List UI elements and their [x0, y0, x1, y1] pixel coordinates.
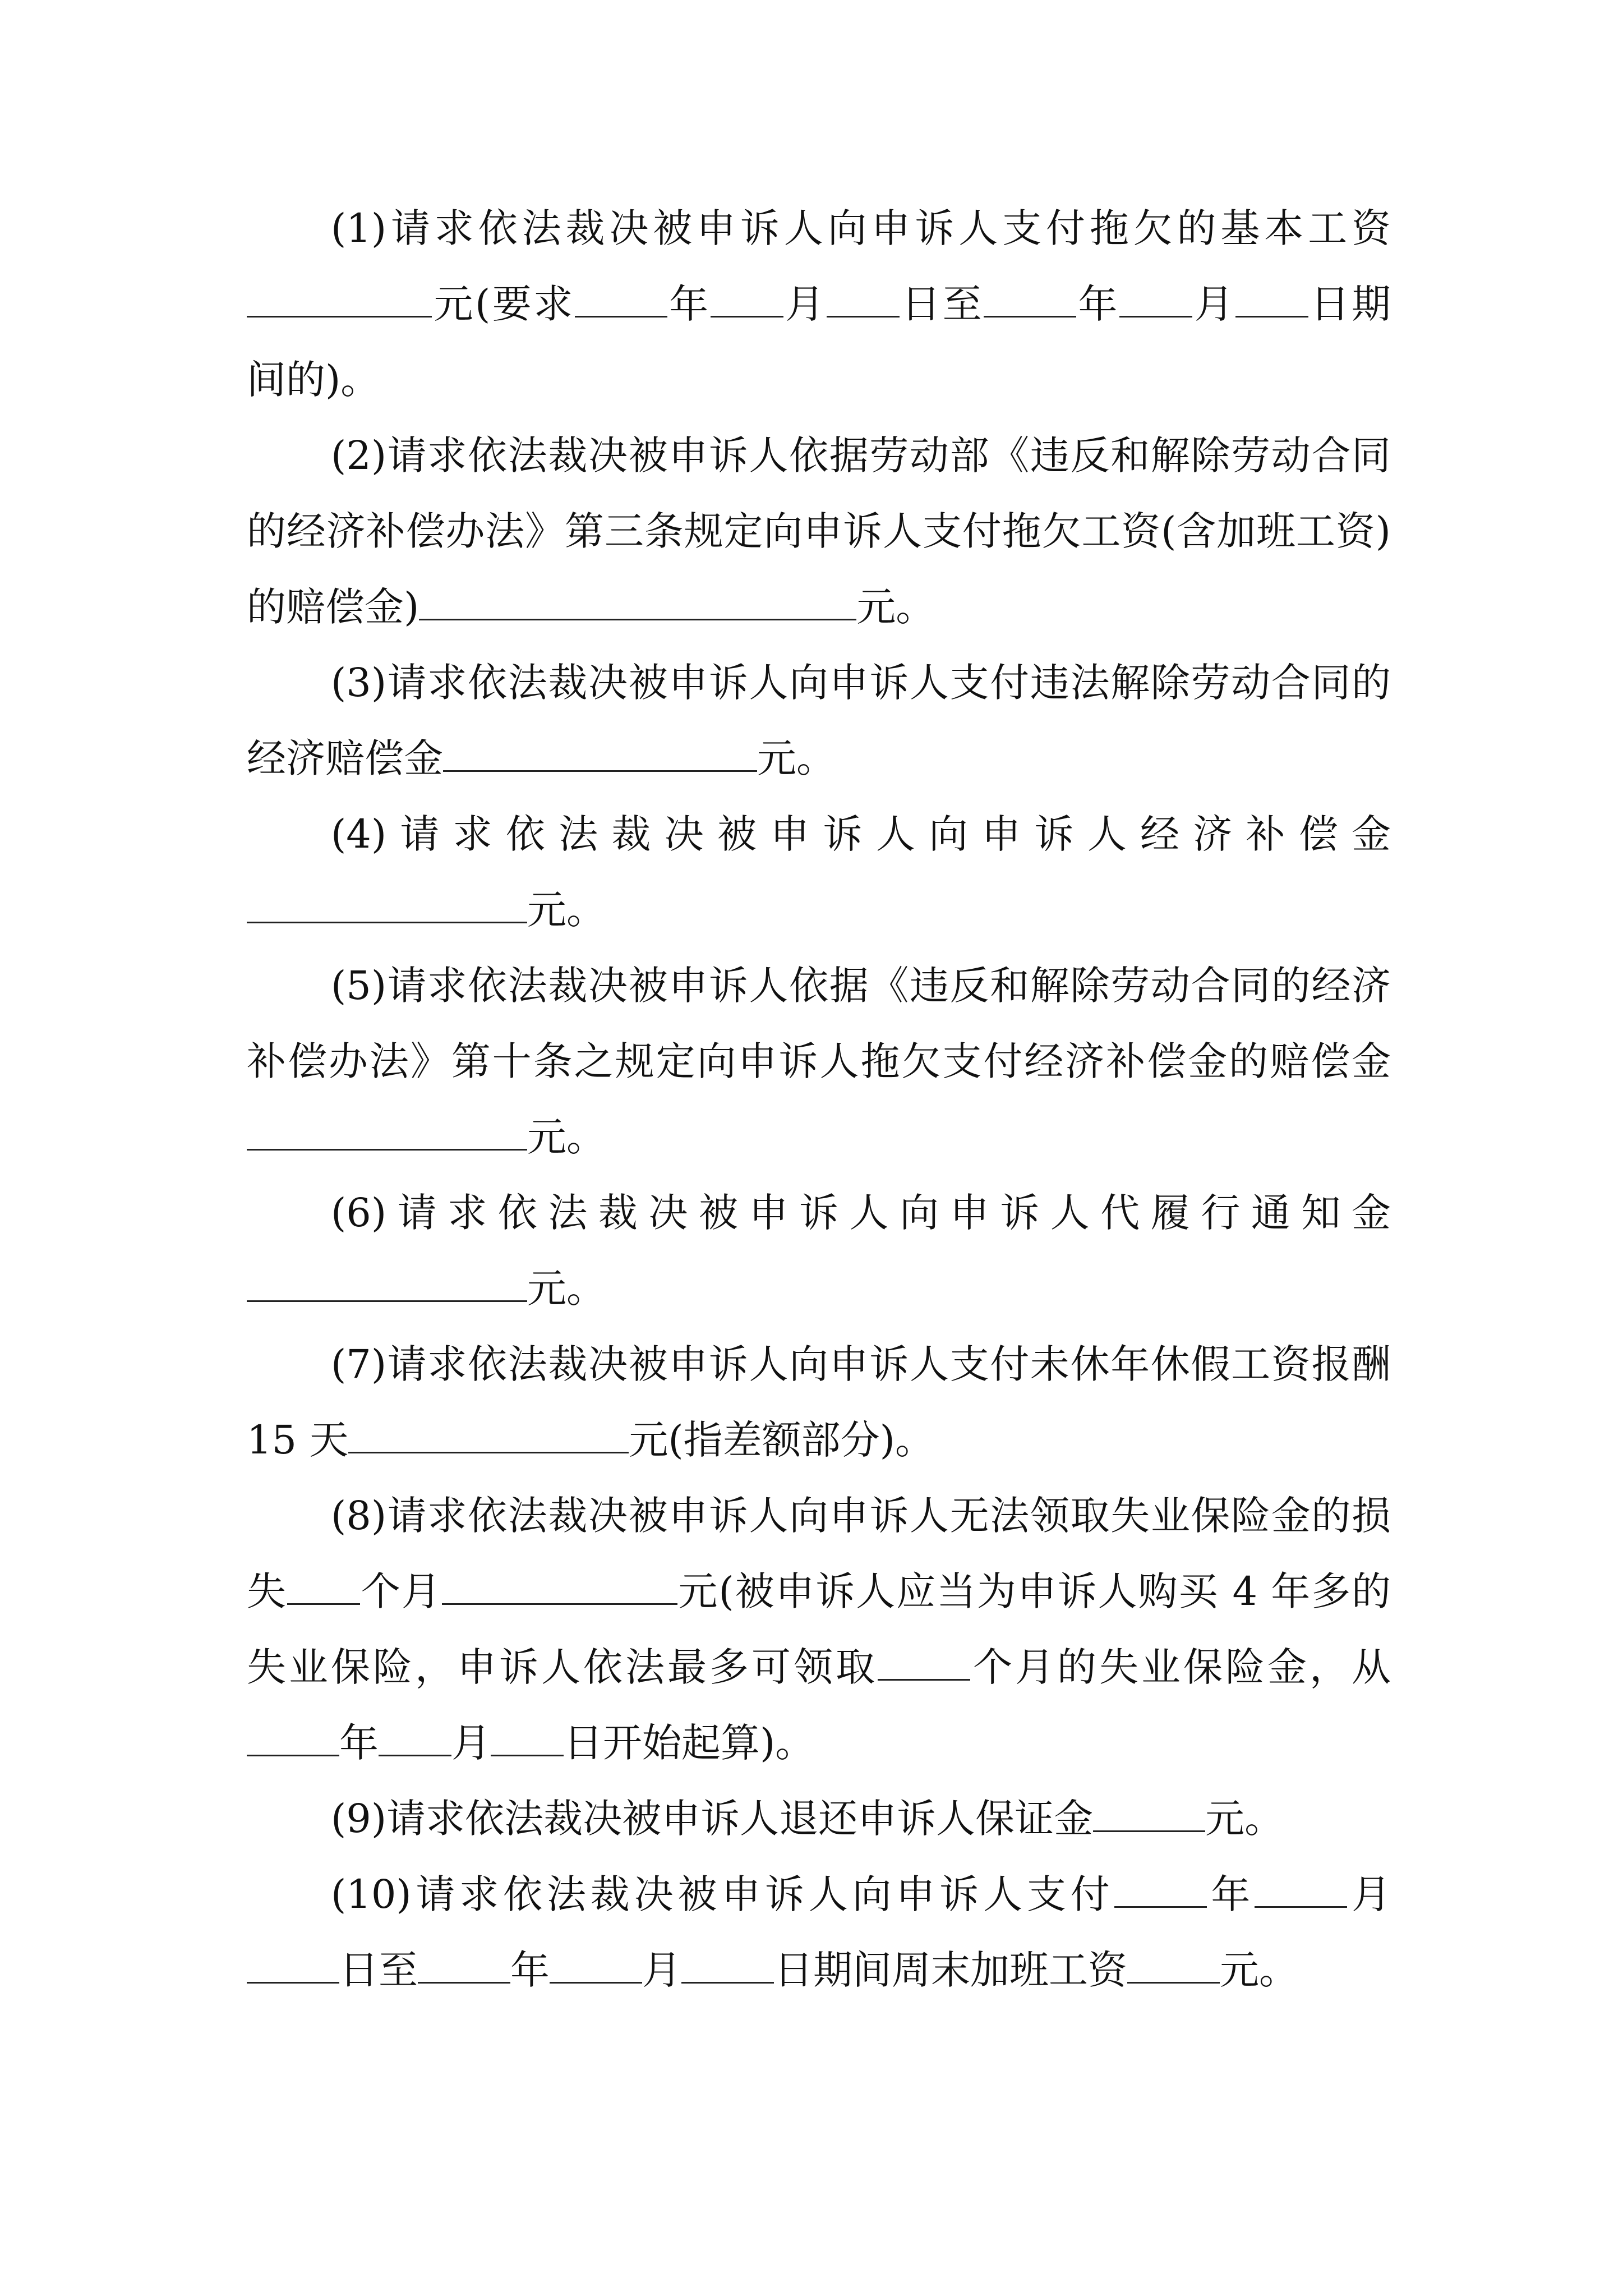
blank-month: [1255, 1871, 1347, 1908]
blank-year: [984, 281, 1076, 318]
claim-text: 元。: [1220, 1947, 1298, 1993]
claim-text: 元。: [856, 584, 935, 630]
claim-text: 请求依法裁决被申诉人向申诉人代履行通知金: [386, 1190, 1391, 1236]
claim-number: (10): [331, 1871, 412, 1917]
blank-day: [681, 1947, 774, 1984]
claim-number: (2): [331, 432, 387, 478]
claim-text: 请求依法裁决被申诉人向申诉人经济补偿金: [386, 811, 1391, 857]
claim-text: 日开始起算)。: [564, 1720, 815, 1766]
blank-year: [247, 1720, 339, 1756]
blank-month: [711, 281, 783, 318]
claim-text: 请求依法裁决被申诉人向申诉人无法领取失业保险金的损失: [247, 1493, 1391, 1614]
claim-text: 月: [783, 281, 827, 327]
claim-text: 月: [451, 1720, 491, 1766]
claim-text: 元(要求: [432, 281, 575, 327]
claim-text: 年: [339, 1720, 379, 1766]
claim-item-5: [247, 948, 1391, 1175]
claim-number: (8): [331, 1493, 387, 1539]
blank-year: [418, 1947, 510, 1984]
claim-text: 请求依法裁决被申诉人依据《违反和解除劳动合同的经济补偿办法》第十条之规定向申诉人拖欠支付经济补偿金的赔偿金: [247, 963, 1391, 1084]
claim-text: 元。: [1205, 1796, 1284, 1842]
claim-text: 请求依法裁决被申诉人向申诉人支付未休年休假工资报酬 15 天: [247, 1341, 1391, 1463]
blank-day: [491, 1720, 564, 1756]
claim-text: 日期间周末加班工资: [774, 1947, 1127, 1993]
claim-text: 月: [1192, 281, 1236, 327]
document-body: [247, 191, 1391, 2008]
blank-month: [1119, 281, 1192, 318]
claim-number: (5): [331, 963, 387, 1009]
claim-text: 元(指差额部分)。: [629, 1417, 934, 1463]
blank-months: [287, 1568, 360, 1605]
blank-year: [575, 281, 667, 318]
blank-amount: [247, 281, 432, 318]
blank-months: [878, 1644, 970, 1681]
claim-text: 元。: [757, 735, 836, 781]
blank-amount: [443, 735, 757, 772]
claim-number: (6): [331, 1190, 387, 1236]
claim-text: 月: [642, 1947, 681, 1993]
claim-text: 日期间的)。: [247, 281, 1391, 403]
blank-day: [1235, 281, 1308, 318]
claim-text: 日至: [339, 1947, 418, 1993]
blank-day: [827, 281, 900, 318]
claim-text: 请求依法裁决被申诉人退还申诉人保证金: [386, 1796, 1094, 1842]
claim-text: 年: [1206, 1871, 1255, 1917]
claim-item-4: [247, 797, 1391, 948]
claim-item-10: [247, 1857, 1391, 2008]
claim-text: 请求依法裁决被申诉人向申诉人支付: [411, 1871, 1114, 1917]
claim-number: (4): [331, 811, 387, 857]
claim-item-6: [247, 1175, 1391, 1327]
blank-amount: [442, 1568, 677, 1605]
claim-text: 月: [1347, 1871, 1391, 1917]
claim-text: 元(被申诉人应当为申诉人购买 4 年多的失业保险，申诉人依法最多可领取: [247, 1568, 1391, 1690]
blank-amount: [419, 584, 856, 620]
claim-text: 个月的失业保险金，从: [970, 1644, 1391, 1690]
blank-amount: [247, 887, 527, 923]
claim-text: 请求依法裁决被申诉人依据劳动部《违反和解除劳动合同的经济补偿办法》第三条规定向申诉人支付拖欠工资(含加班工资)的赔偿金): [247, 432, 1391, 630]
claim-number: (1): [331, 205, 387, 251]
claim-text: 请求依法裁决被申诉人向申诉人支付违法解除劳动合同的经济赔偿金: [247, 660, 1391, 781]
blank-day: [247, 1947, 339, 1984]
blank-month: [550, 1947, 642, 1984]
claim-text: 年: [510, 1947, 550, 1993]
blank-amount: [247, 1114, 527, 1151]
blank-amount: [348, 1417, 629, 1453]
claim-text: 个月: [359, 1568, 442, 1614]
claim-text: 年: [1076, 281, 1120, 327]
claim-item-7: [247, 1327, 1391, 1478]
blank-year: [1114, 1871, 1207, 1908]
claim-item-2: [247, 418, 1391, 645]
blank-month: [379, 1720, 451, 1756]
claim-number: (3): [331, 660, 387, 706]
claim-number: (9): [331, 1796, 387, 1842]
claim-text: 请求依法裁决被申诉人向申诉人支付拖欠的基本工资: [386, 205, 1391, 251]
claim-text: 元。: [527, 887, 606, 933]
blank-amount: [247, 1266, 527, 1302]
claim-text: 年: [667, 281, 711, 327]
claim-text: 元。: [527, 1114, 606, 1160]
claim-item-1: [247, 191, 1391, 418]
claim-item-9: [247, 1781, 1391, 1857]
blank-amount: [1127, 1947, 1220, 1984]
claim-text: 日至: [899, 281, 984, 327]
claim-item-8: [247, 1478, 1391, 1781]
blank-amount: [1093, 1796, 1205, 1832]
claim-item-3: [247, 645, 1391, 797]
claim-number: (7): [331, 1341, 387, 1387]
claim-text: 元。: [527, 1266, 606, 1312]
